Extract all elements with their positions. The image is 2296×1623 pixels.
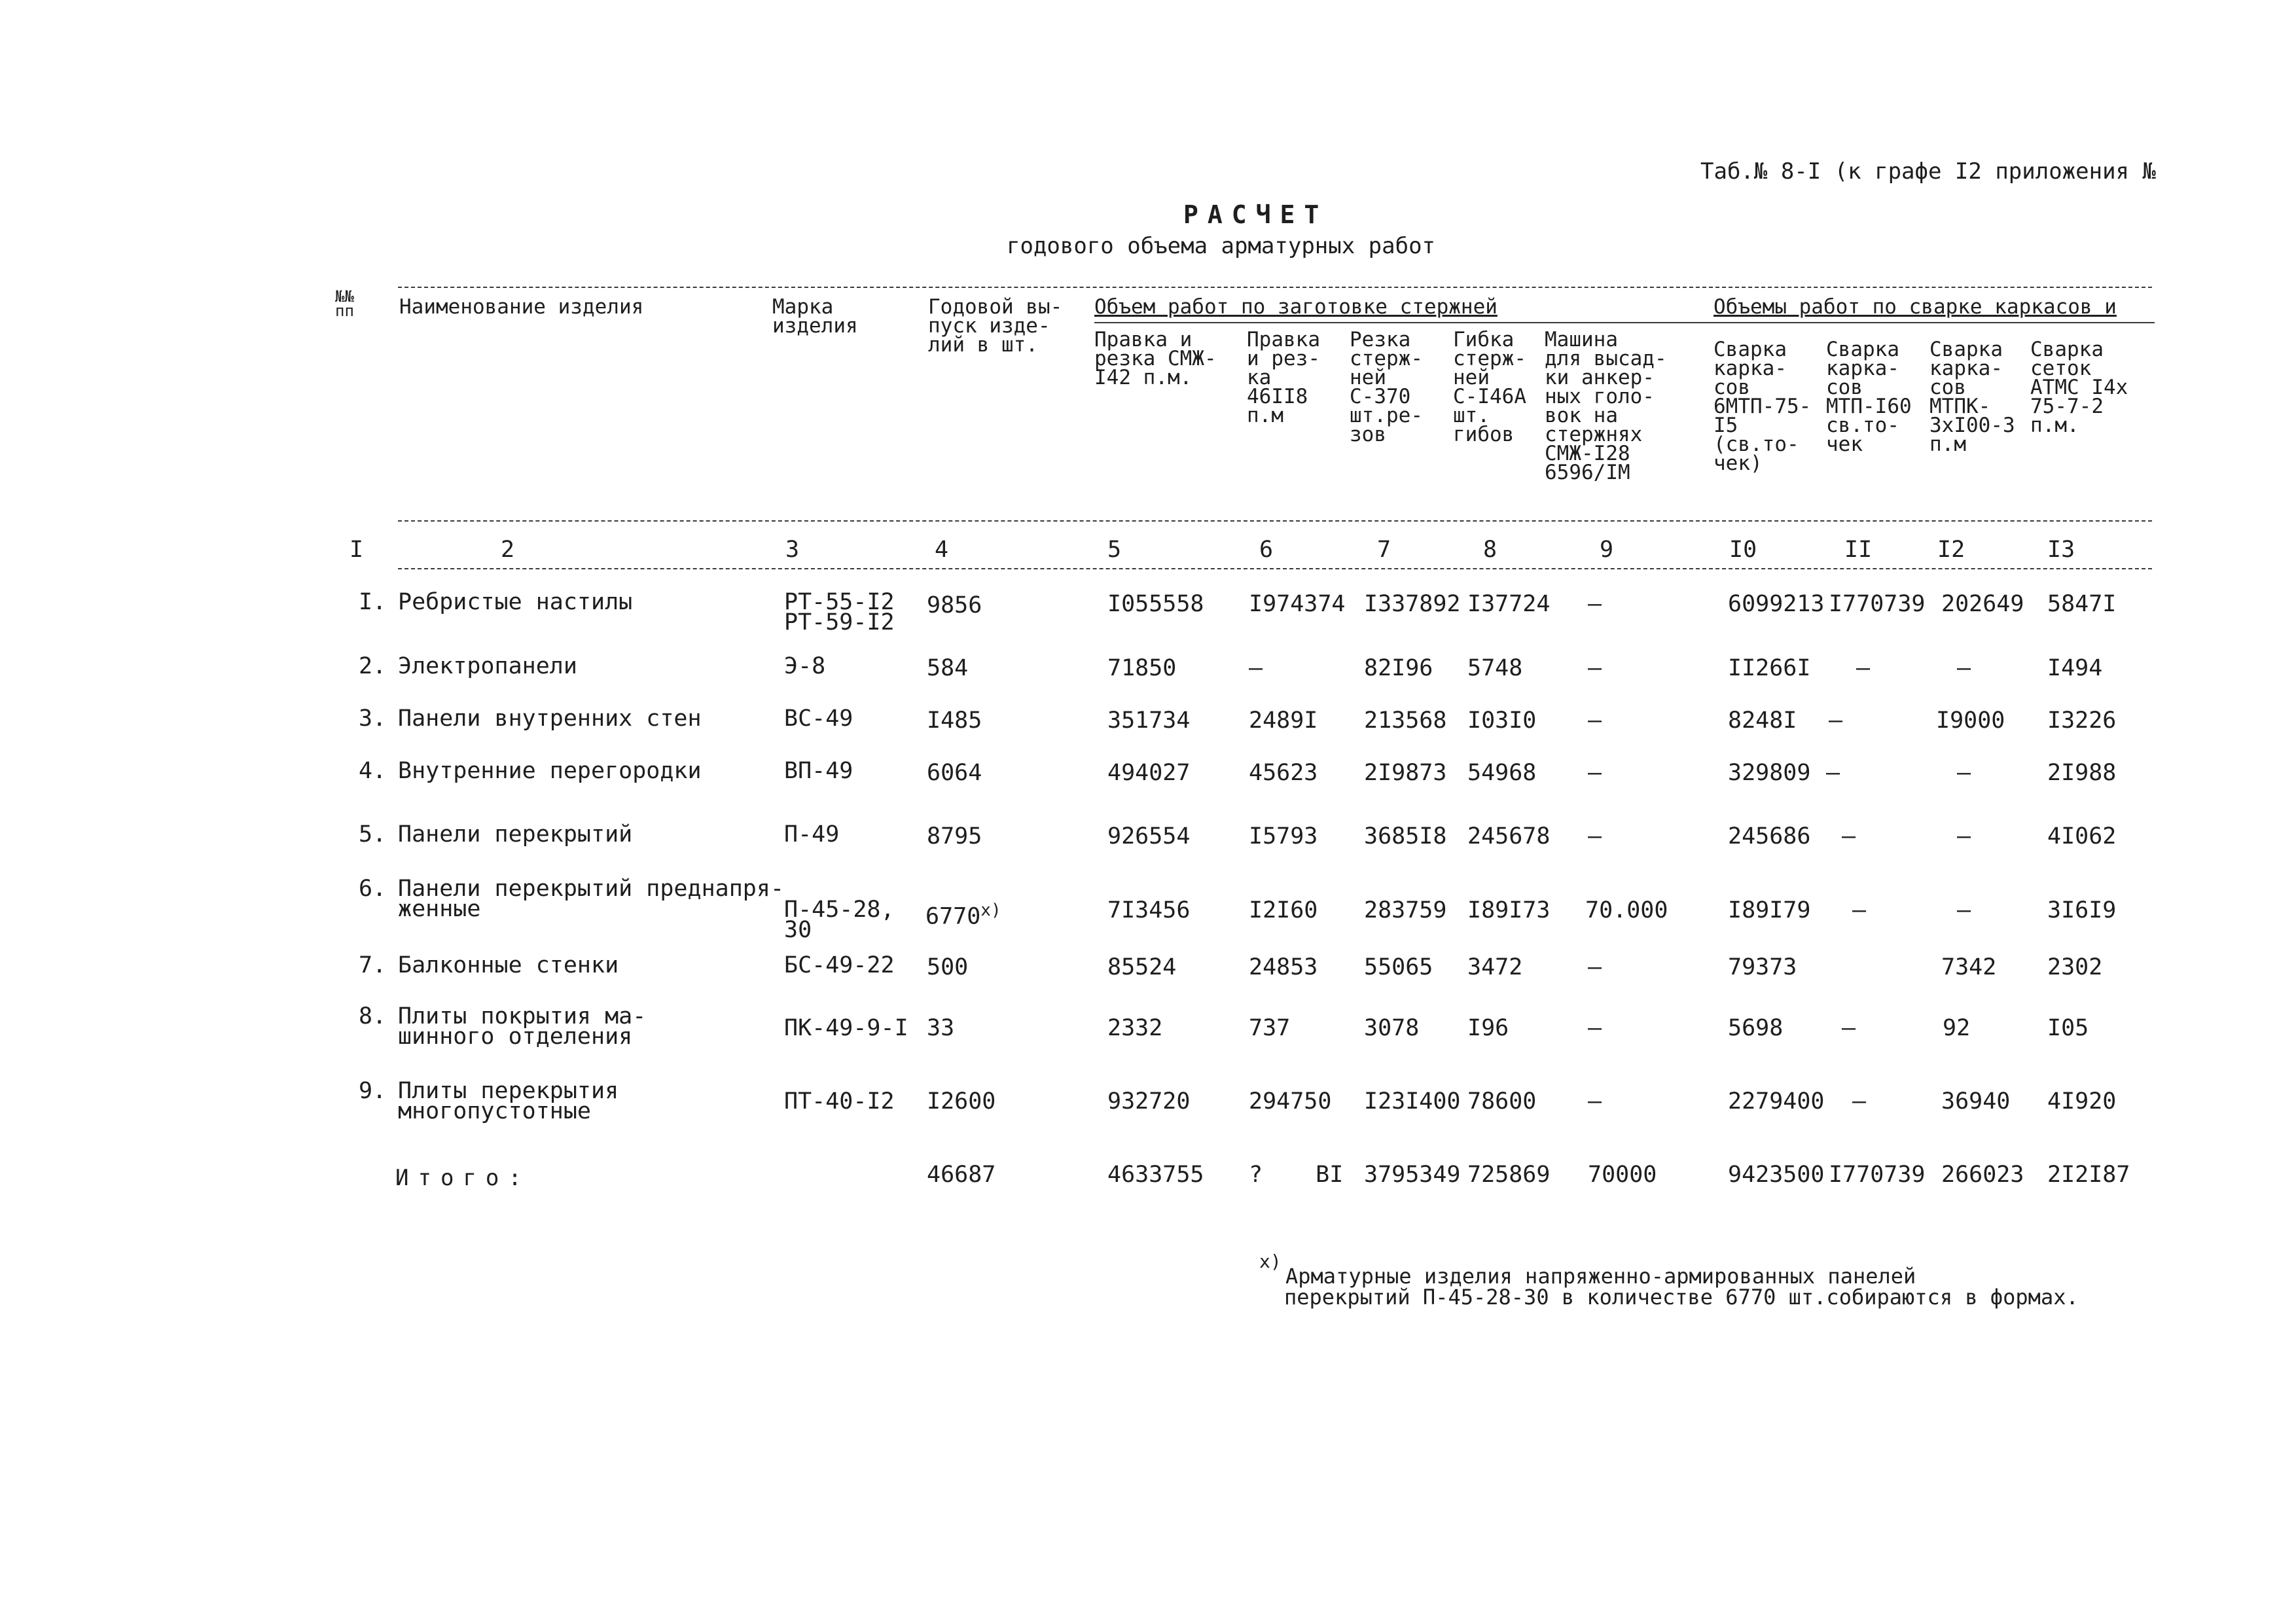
row-c5: 71850 <box>1107 655 1177 681</box>
row-c7: 2I9873 <box>1364 760 1447 786</box>
row-c13: I05 <box>2047 1015 2089 1041</box>
row-c5: 7I3456 <box>1107 897 1191 923</box>
row-c7: I23I400 <box>1364 1088 1461 1115</box>
row-name: Панели перекрытий преднапря- женные <box>398 876 785 922</box>
row-mark: ВС-49 <box>784 705 853 732</box>
row-mark: ВП-49 <box>784 758 853 784</box>
col-number: 5 <box>1107 537 1122 563</box>
row-c12: I9000 <box>1936 707 2005 734</box>
row-output: I485 <box>927 707 982 734</box>
page-title: РАСЧЕТ <box>1183 200 1329 229</box>
row-c12: 7342 <box>1941 954 1997 980</box>
row-c11: – <box>1852 897 1867 923</box>
row-output <box>925 901 1001 930</box>
total-c8: 725869 <box>1467 1162 1551 1188</box>
header-c8: Гибка стерж- ней С-I46А шт. гибов <box>1453 328 1526 446</box>
total-c10: 9423500 <box>1728 1162 1825 1188</box>
row-c5: I055558 <box>1107 591 1204 617</box>
col-number: II <box>1844 537 1873 563</box>
col-number: 8 <box>1483 537 1498 563</box>
row-mark: ПТ-40-I2 <box>784 1088 895 1115</box>
row-c8: 5748 <box>1467 655 1523 681</box>
row-c11: – <box>1829 707 1843 734</box>
row-num: I. <box>359 589 387 615</box>
row-output: 9856 <box>927 592 982 618</box>
row-c12: 36940 <box>1941 1088 2011 1115</box>
row-c6: I5793 <box>1249 823 1318 849</box>
row-output-value: 6770 <box>925 903 981 930</box>
header-c5: Правка и резка СМЖ- I42 п.м. <box>1094 328 1217 389</box>
row-c10: 609921З <box>1728 591 1825 617</box>
row-c6: 24853 <box>1249 954 1318 980</box>
row-c8: I89I73 <box>1467 897 1551 923</box>
row-c11: – <box>1856 655 1871 681</box>
col-number: 9 <box>1600 537 1614 563</box>
row-c10: 245686 <box>1728 823 1811 849</box>
row-c13: 4I920 <box>2047 1088 2117 1115</box>
col-number: 3 <box>785 537 800 563</box>
header-group-welding: Объемы работ по сварке каркасов и <box>1713 295 2117 319</box>
row-c10: II266I <box>1728 655 1811 681</box>
row-mark: РТ-55-I2 РТ-59-I2 <box>784 589 895 635</box>
row-output: I2600 <box>927 1088 996 1115</box>
row-output: 500 <box>927 954 969 980</box>
row-c12: – <box>1957 823 1971 849</box>
row-c13: 5847I <box>2047 591 2117 617</box>
row-c6: 45623 <box>1249 760 1318 786</box>
total-output: 46687 <box>927 1162 996 1188</box>
col-number: I3 <box>2047 537 2075 563</box>
row-c10: I89I79 <box>1728 897 1811 923</box>
row-c5: 85524 <box>1107 954 1177 980</box>
col-number: I2 <box>1937 537 1965 563</box>
total-c11: I770739 <box>1829 1162 1926 1188</box>
row-c9: – <box>1588 1015 1602 1041</box>
col-number: I0 <box>1729 537 1757 563</box>
row-name: Балконные стенки <box>398 952 619 978</box>
header-c11: Сварка карка- сов МТП-I60 св.то- чек <box>1826 338 1912 456</box>
row-c12: — <box>1957 760 1971 786</box>
page-subtitle: годового объема арматурных работ <box>1007 233 1436 259</box>
total-c5: 4633755 <box>1107 1162 1204 1188</box>
row-output: 8795 <box>927 823 982 849</box>
row-c6: 2489I <box>1249 707 1318 734</box>
footnote-ref: x) <box>980 901 1001 920</box>
row-c10: 2279400 <box>1728 1088 1825 1115</box>
header-name: Наименование изделия <box>399 295 644 319</box>
row-c7: 82I96 <box>1364 655 1433 681</box>
footnote-line-2: перекрытий П-45-28-30 в количестве 6770 шт.собираются в формах. <box>1284 1285 2079 1310</box>
row-c11: – <box>1842 823 1856 849</box>
header-output: Годовой вы- пуск изде- лий в шт. <box>928 295 1063 357</box>
row-c6: 737 <box>1249 1015 1291 1041</box>
row-c13: 2I988 <box>2047 760 2117 786</box>
row-mark: ПК-49-9-I <box>784 1015 908 1041</box>
row-name: Ребристые настилы <box>398 589 633 615</box>
col-number: 2 <box>501 537 515 563</box>
row-c8: I96 <box>1467 1015 1509 1041</box>
row-c6: 294750 <box>1249 1088 1332 1115</box>
row-c8: I37724 <box>1467 591 1551 617</box>
row-num: 7. <box>359 952 387 978</box>
row-c7: 3685I8 <box>1364 823 1447 849</box>
row-c6: I2I60 <box>1249 897 1318 923</box>
header-c10: Сварка карка- сов 6МТП-75- I5 (св.то- чек) <box>1713 338 1812 475</box>
row-c11: – <box>1842 1015 1856 1041</box>
row-c10: 329809 <box>1728 760 1811 786</box>
row-c10: 79373 <box>1728 954 1797 980</box>
row-name: Плиты перекрытия многопустотные <box>398 1078 619 1124</box>
row-c6: I974374 <box>1249 591 1346 617</box>
row-c8: I03I0 <box>1467 707 1537 734</box>
row-name: Панели перекрытий <box>398 821 633 847</box>
row-c13: 2302 <box>2047 954 2103 980</box>
row-c7: 55065 <box>1364 954 1433 980</box>
total-c13: 2I2I87 <box>2047 1162 2130 1188</box>
row-c7: 283759 <box>1364 897 1447 923</box>
header-group-cutting: Объем работ по заготовке стержней <box>1094 295 1498 319</box>
row-c11: – <box>1852 1088 1867 1115</box>
row-num: 5. <box>359 821 387 847</box>
row-num: 4. <box>359 758 387 784</box>
row-c12: – <box>1957 655 1971 681</box>
total-label: Итого: <box>395 1165 531 1191</box>
row-c7: 3078 <box>1364 1015 1420 1041</box>
row-c9: – <box>1588 954 1602 980</box>
total-c7: 3795349 <box>1364 1162 1461 1188</box>
header-c6: Правка и рез- ка 46II8 п.м <box>1247 328 1320 427</box>
col-number: 7 <box>1377 537 1391 563</box>
header-c12: Сварка карка- сов МТПК- 3хI00-3 п.м <box>1929 338 2015 456</box>
row-num: 3. <box>359 705 387 732</box>
row-c9: 70.000 <box>1585 897 1668 923</box>
col-number: I <box>350 537 364 563</box>
header-mark: Марка изделия <box>772 295 858 338</box>
row-c10: 5698 <box>1728 1015 1784 1041</box>
total-c9: 70000 <box>1588 1162 1657 1188</box>
row-c8: 78600 <box>1467 1088 1537 1115</box>
header-num: №№ пп <box>335 287 354 320</box>
header-c7: Резка стерж- ней С-370 шт.ре- зов <box>1350 328 1423 446</box>
row-c6: — <box>1249 655 1263 681</box>
row-c11: – <box>1826 760 1840 786</box>
row-c13: I3226 <box>2047 707 2117 734</box>
row-num: 6. <box>359 876 387 902</box>
row-num: 2. <box>359 653 387 679</box>
header-c9: Машина для высад- ки анкер- ных голо- вок на стержнях СМЖ-I28 6596/IМ <box>1545 328 1667 484</box>
footnote-marker: x) <box>1259 1251 1282 1272</box>
row-c9: – <box>1588 1088 1602 1115</box>
row-c8: 245678 <box>1467 823 1551 849</box>
row-name: Панели внутренних стен <box>398 705 702 732</box>
row-c5: 351734 <box>1107 707 1191 734</box>
footnote-line-1: Арматурные изделия напряженно-армированных панелей <box>1285 1264 1916 1289</box>
row-c9: – <box>1588 591 1602 617</box>
total-c12: 266023 <box>1941 1162 2024 1188</box>
row-c5: 926554 <box>1107 823 1191 849</box>
row-c8: 54968 <box>1467 760 1537 786</box>
row-c7: 213568 <box>1364 707 1447 734</box>
row-output: 33 <box>927 1015 955 1041</box>
col-number: 6 <box>1259 537 1274 563</box>
row-c10: 8248I <box>1728 707 1797 734</box>
row-name: Электропанели <box>398 653 577 679</box>
row-c12: 202649 <box>1941 591 2024 617</box>
row-c8: 3472 <box>1467 954 1523 980</box>
row-output: 6064 <box>927 760 982 786</box>
table-reference: Таб.№ 8-I (к графе I2 приложения № <box>1700 158 2156 185</box>
row-mark: П-49 <box>784 821 840 847</box>
row-c13: 3I6I9 <box>2047 897 2117 923</box>
row-mark: Э-8 <box>784 653 826 679</box>
row-c9: – <box>1588 655 1602 681</box>
row-c5: 2332 <box>1107 1015 1163 1041</box>
row-name: Плиты покрытия ма- шинного отделения <box>398 1003 647 1050</box>
row-output: 584 <box>927 655 969 681</box>
row-c13: I494 <box>2047 655 2103 681</box>
row-c9: – <box>1588 823 1602 849</box>
row-num: 8. <box>359 1003 387 1029</box>
col-number: 4 <box>935 537 949 563</box>
row-c5: 494027 <box>1107 760 1191 786</box>
row-num: 9. <box>359 1078 387 1104</box>
total-c6: ? BI <box>1249 1162 1344 1188</box>
row-mark: П-45-28, 30 <box>784 897 895 943</box>
row-c9: – <box>1588 760 1602 786</box>
row-c5: 932720 <box>1107 1088 1191 1115</box>
header-c13: Сварка сеток АТМС I4х 75-7-2 п.м. <box>2030 338 2128 437</box>
row-c7: I337892 <box>1364 591 1461 617</box>
row-c11: I770739 <box>1829 591 1926 617</box>
row-c13: 4I062 <box>2047 823 2117 849</box>
row-c9: – <box>1588 707 1602 734</box>
row-name: Внутренние перегородки <box>398 758 702 784</box>
row-mark: БС-49-22 <box>784 952 895 978</box>
row-c12: – <box>1957 897 1971 923</box>
row-c12: 92 <box>1943 1015 1971 1041</box>
